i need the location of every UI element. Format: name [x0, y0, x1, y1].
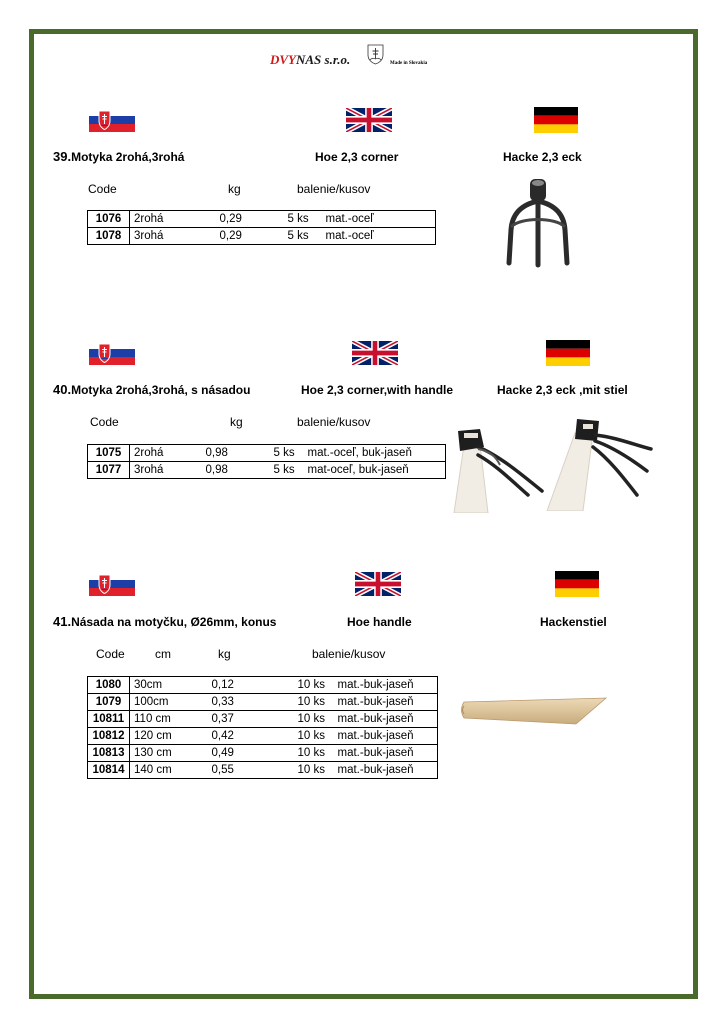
cell-code: 10811	[88, 711, 130, 728]
cell-type: 3rohá	[130, 462, 202, 479]
cell-material: mat.-buk-jaseň	[334, 728, 438, 745]
table-row	[88, 211, 436, 228]
cell-material: mat.-buk-jaseň	[334, 711, 438, 728]
cell-code: 1080	[88, 677, 130, 694]
cell-length: 100cm	[130, 694, 208, 711]
spec-table-39	[87, 210, 436, 245]
cell-pack: 10 ks	[294, 694, 334, 711]
cell-kg: 0,55	[208, 762, 294, 779]
spec-table-40	[87, 444, 446, 479]
table-row	[88, 462, 446, 479]
cell-material: mat-oceľ, buk-jaseň	[304, 462, 446, 479]
cell-code: 1075	[88, 445, 130, 462]
cell-length: 120 cm	[130, 728, 208, 745]
hoe-3-corner-with-handle-image	[545, 415, 655, 511]
made-in-label: Made in Slovakia	[390, 61, 428, 66]
table-row	[88, 762, 438, 779]
table-row	[88, 711, 438, 728]
cell-pack: 5 ks	[284, 228, 322, 245]
cell-kg: 0,29	[216, 228, 284, 245]
flag-uk-icon	[352, 341, 398, 365]
col-header-packaging: balenie/kusov	[297, 182, 371, 196]
section-39-title-sk: 39.Motyka 2rohá,3rohá	[53, 149, 185, 164]
cell-kg: 0,49	[208, 745, 294, 762]
cell-kg: 0,33	[208, 694, 294, 711]
cell-pack: 5 ks	[270, 445, 304, 462]
cell-material: mat.-buk-jaseň	[334, 762, 438, 779]
cell-pack: 10 ks	[294, 711, 334, 728]
col-header-packaging: balenie/kusov	[312, 647, 386, 661]
cell-length: 30cm	[130, 677, 208, 694]
table-row	[88, 228, 436, 245]
hoe-2-corner-with-handle-image	[450, 425, 545, 513]
table-row	[88, 694, 438, 711]
company-name: DVYNAS s.r.o.	[270, 52, 351, 67]
flag-slovakia-icon	[89, 341, 135, 365]
cell-pack: 5 ks	[270, 462, 304, 479]
section-41-title-de: Hackenstiel	[540, 615, 607, 629]
col-header-code: Code	[90, 415, 119, 429]
section-40-title-sk: 40.Motyka 2rohá,3rohá, s násadou	[53, 382, 251, 397]
cell-kg: 0,98	[202, 445, 270, 462]
flag-slovakia-icon	[89, 572, 135, 596]
cell-pack: 10 ks	[294, 762, 334, 779]
col-header-code: Code	[88, 182, 117, 196]
cell-kg: 0,42	[208, 728, 294, 745]
cell-kg: 0,37	[208, 711, 294, 728]
section-40-title-en: Hoe 2,3 corner,with handle	[301, 383, 454, 397]
flag-uk-icon	[346, 108, 392, 132]
section-39-title-en: Hoe 2,3 corner	[315, 150, 399, 164]
cell-kg: 0,12	[208, 677, 294, 694]
col-header-kg: kg	[218, 647, 231, 661]
cell-type: 2rohá	[130, 445, 202, 462]
table-row	[88, 745, 438, 762]
table-row	[88, 445, 446, 462]
hoe-3-corner-image	[500, 175, 580, 280]
section-41-title-sk: 41.Násada na motyčku, Ø26mm, konus	[53, 614, 277, 629]
cell-material: mat.-buk-jaseň	[334, 694, 438, 711]
cell-code: 1077	[88, 462, 130, 479]
cell-material: mat.-buk-jaseň	[334, 745, 438, 762]
cell-code: 10813	[88, 745, 130, 762]
flag-germany-icon	[546, 340, 590, 366]
col-header-packaging: balenie/kusov	[297, 415, 371, 429]
cell-material: mat.-oceľ	[322, 211, 436, 228]
flag-germany-icon	[534, 107, 578, 133]
cell-material: mat.-buk-jaseň	[334, 677, 438, 694]
cell-code: 1079	[88, 694, 130, 711]
col-header-kg: kg	[228, 182, 241, 196]
cell-type: 2rohá	[130, 211, 216, 228]
col-header-kg: kg	[230, 415, 243, 429]
cell-code: 1078	[88, 228, 130, 245]
col-header-code: Code	[96, 647, 125, 661]
cell-pack: 5 ks	[284, 211, 322, 228]
col-header-cm: cm	[155, 647, 171, 661]
flag-germany-icon	[555, 571, 599, 597]
hoe-handle-image	[458, 694, 610, 728]
flag-uk-icon	[355, 572, 401, 596]
flag-slovakia-icon	[89, 108, 135, 132]
cell-pack: 10 ks	[294, 677, 334, 694]
section-39-title-de: Hacke 2,3 eck	[503, 150, 582, 164]
cell-pack: 10 ks	[294, 745, 334, 762]
spec-table-41	[87, 676, 438, 779]
cell-length: 110 cm	[130, 711, 208, 728]
cell-type: 3rohá	[130, 228, 216, 245]
table-row	[88, 728, 438, 745]
cell-material: mat.-oceľ	[322, 228, 436, 245]
slovak-crest-icon	[367, 44, 384, 65]
section-40-title-de: Hacke 2,3 eck ,mit stiel	[497, 383, 628, 397]
cell-code: 10812	[88, 728, 130, 745]
cell-kg: 0,98	[202, 462, 270, 479]
table-row	[88, 677, 438, 694]
section-41-title-en: Hoe handle	[347, 615, 412, 629]
cell-code: 10814	[88, 762, 130, 779]
cell-pack: 10 ks	[294, 728, 334, 745]
page-border	[29, 29, 698, 999]
cell-code: 1076	[88, 211, 130, 228]
cell-length: 140 cm	[130, 762, 208, 779]
cell-length: 130 cm	[130, 745, 208, 762]
cell-kg: 0,29	[216, 211, 284, 228]
cell-material: mat.-oceľ, buk-jaseň	[304, 445, 446, 462]
